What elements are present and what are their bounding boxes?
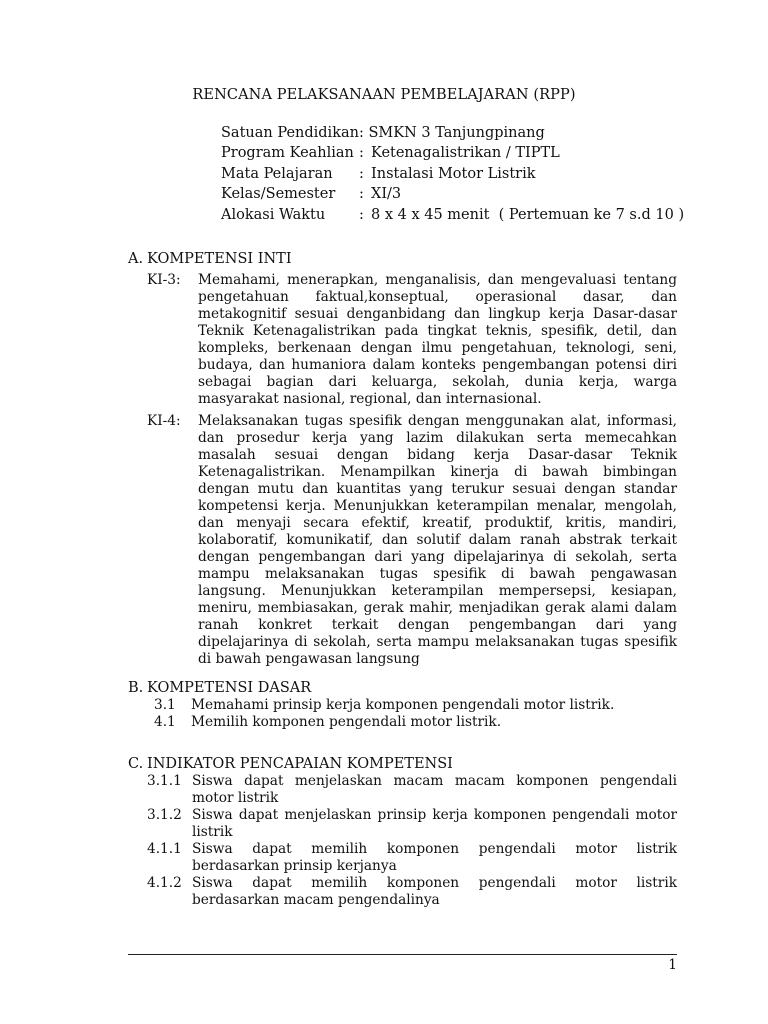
identity-colon: : xyxy=(359,186,364,203)
item-number: 3.1.1 xyxy=(147,773,182,789)
identity-colon: : xyxy=(359,165,364,182)
page-number: 1 xyxy=(668,957,677,973)
identity-value: Ketenagalistrikan / TIPTL xyxy=(371,145,560,162)
list-item xyxy=(154,714,614,731)
indikator-list xyxy=(147,773,677,909)
footer-divider xyxy=(128,954,677,955)
ki-text: Melaksanakan tugas spesifik dengan menggunakan alat, informasi, dan prosedur kerja yang lazim dilakukan serta memecahkan masalah sesuai dengan bidang kerja Dasar-dasar Teknik Ketenagalistrikan. Menampilkan kinerja di bawah bimbingan dengan mutu dan kuantitas yang terukur sesuai dengan standar kompetensi kerja. Menunjukkan keterampilan menalar, mengolah, dan menyaji secara efektif, kreatif, produktif, kritis, mandiri, kolaboratif, komunikatif, dan solutif dalam ranah abstrak terkait dengan pengembangan dari yang dipelajarinya di sekolah, serta mampu melaksanakan tugas spesifik di bawah pengawasan langsung. Menunjukkan keterampilan mempersepsi, kesiapan, meniru, membiasakan, gerak mahir, menjadikan gerak alami dalam ranah konkret terkait dengan pengembangan dari yang dipelajarinya di sekolah, serta mampu melaksanakan tugas spesifik di bawah pengawasan langsung xyxy=(198,413,677,667)
identity-value: Instalasi Motor Listrik xyxy=(371,165,536,182)
item-text: Siswa dapat menjelaskan prinsip kerja komponen pengendali motor listrik xyxy=(192,807,677,840)
item-number: 3.1.2 xyxy=(147,807,182,823)
identity-label: Mata Pelajaran xyxy=(221,165,333,182)
identity-value: XI/3 xyxy=(371,186,402,203)
section-b-heading xyxy=(128,680,311,697)
section-c-heading xyxy=(128,756,453,773)
kompetensi-dasar-list xyxy=(154,697,614,731)
list-item xyxy=(147,875,677,909)
list-item xyxy=(147,841,677,875)
section-letter: B. xyxy=(128,680,144,696)
identity-table xyxy=(221,123,684,225)
section-letter: C. xyxy=(128,756,144,772)
identity-label: Program Keahlian xyxy=(221,145,354,162)
ki-label: KI-4: xyxy=(147,413,181,429)
identity-colon: : xyxy=(359,145,364,162)
identity-row-program xyxy=(221,143,684,163)
item-text: Siswa dapat memilih komponen pengendali motor listrik berdasarkan prinsip kerjanya xyxy=(192,841,677,874)
item-number: 4.1.1 xyxy=(147,841,182,857)
list-item xyxy=(154,697,614,714)
item-text: Siswa dapat menjelaskan macam macam komponen pengendali motor listrik xyxy=(192,773,677,806)
section-a-heading xyxy=(128,251,292,268)
item-text: Memilih komponen pengendali motor listrik. xyxy=(191,714,502,730)
section-letter: A. xyxy=(128,251,144,267)
ki-3-block xyxy=(147,272,677,408)
identity-row-alokasi xyxy=(221,205,684,225)
identity-row-mapel xyxy=(221,164,684,184)
identity-value: : SMKN 3 Tanjungpinang xyxy=(359,125,545,141)
ki-4-block xyxy=(147,413,677,668)
section-title: INDIKATOR PENCAPAIAN KOMPETENSI xyxy=(147,756,453,772)
item-number: 3.1 xyxy=(154,697,176,713)
section-title: KOMPETENSI INTI xyxy=(147,251,292,267)
ki-label: KI-3: xyxy=(147,272,181,288)
identity-label: Alokasi Waktu xyxy=(221,206,326,223)
identity-row-satuan xyxy=(221,123,684,143)
item-text: Siswa dapat memilih komponen pengendali motor listrik berdasarkan macam pengendalinya xyxy=(192,875,677,908)
item-number: 4.1.2 xyxy=(147,875,182,891)
ki-text: Memahami, menerapkan, menganalisis, dan mengevaluasi tentang pengetahuan faktual,konseptual, operasional dasar, dan metakognitif sesuai denganbidang dan lingkup kerja Dasar-dasar Teknik Ketenagalistrikan pada tingkat teknis, spesifik, detil, dan kompleks, berkenaan dengan ilmu pengetahuan, teknologi, seni, budaya, dan humaniora dalam konteks pengembangan potensi diri sebagai bagian dari keluarga, sekolah, dunia kerja, warga masyarakat nasional, regional, dan internasional. xyxy=(198,272,677,407)
list-item xyxy=(147,807,677,841)
identity-row-kelas xyxy=(221,184,684,204)
identity-label: Satuan Pendidikan xyxy=(221,125,359,141)
item-number: 4.1 xyxy=(154,714,176,730)
identity-value: 8 x 4 x 45 menit ( Pertemuan ke 7 s.d 10 ) xyxy=(371,206,685,223)
page-title: RENCANA PELAKSANAAN PEMBELAJARAN (RPP) xyxy=(192,87,576,103)
identity-label: Kelas/Semester xyxy=(221,186,336,203)
section-title: KOMPETENSI DASAR xyxy=(147,680,312,696)
identity-colon: : xyxy=(359,206,364,223)
item-text: Memahami prinsip kerja komponen pengendali motor listrik. xyxy=(191,697,615,713)
list-item xyxy=(147,773,677,807)
